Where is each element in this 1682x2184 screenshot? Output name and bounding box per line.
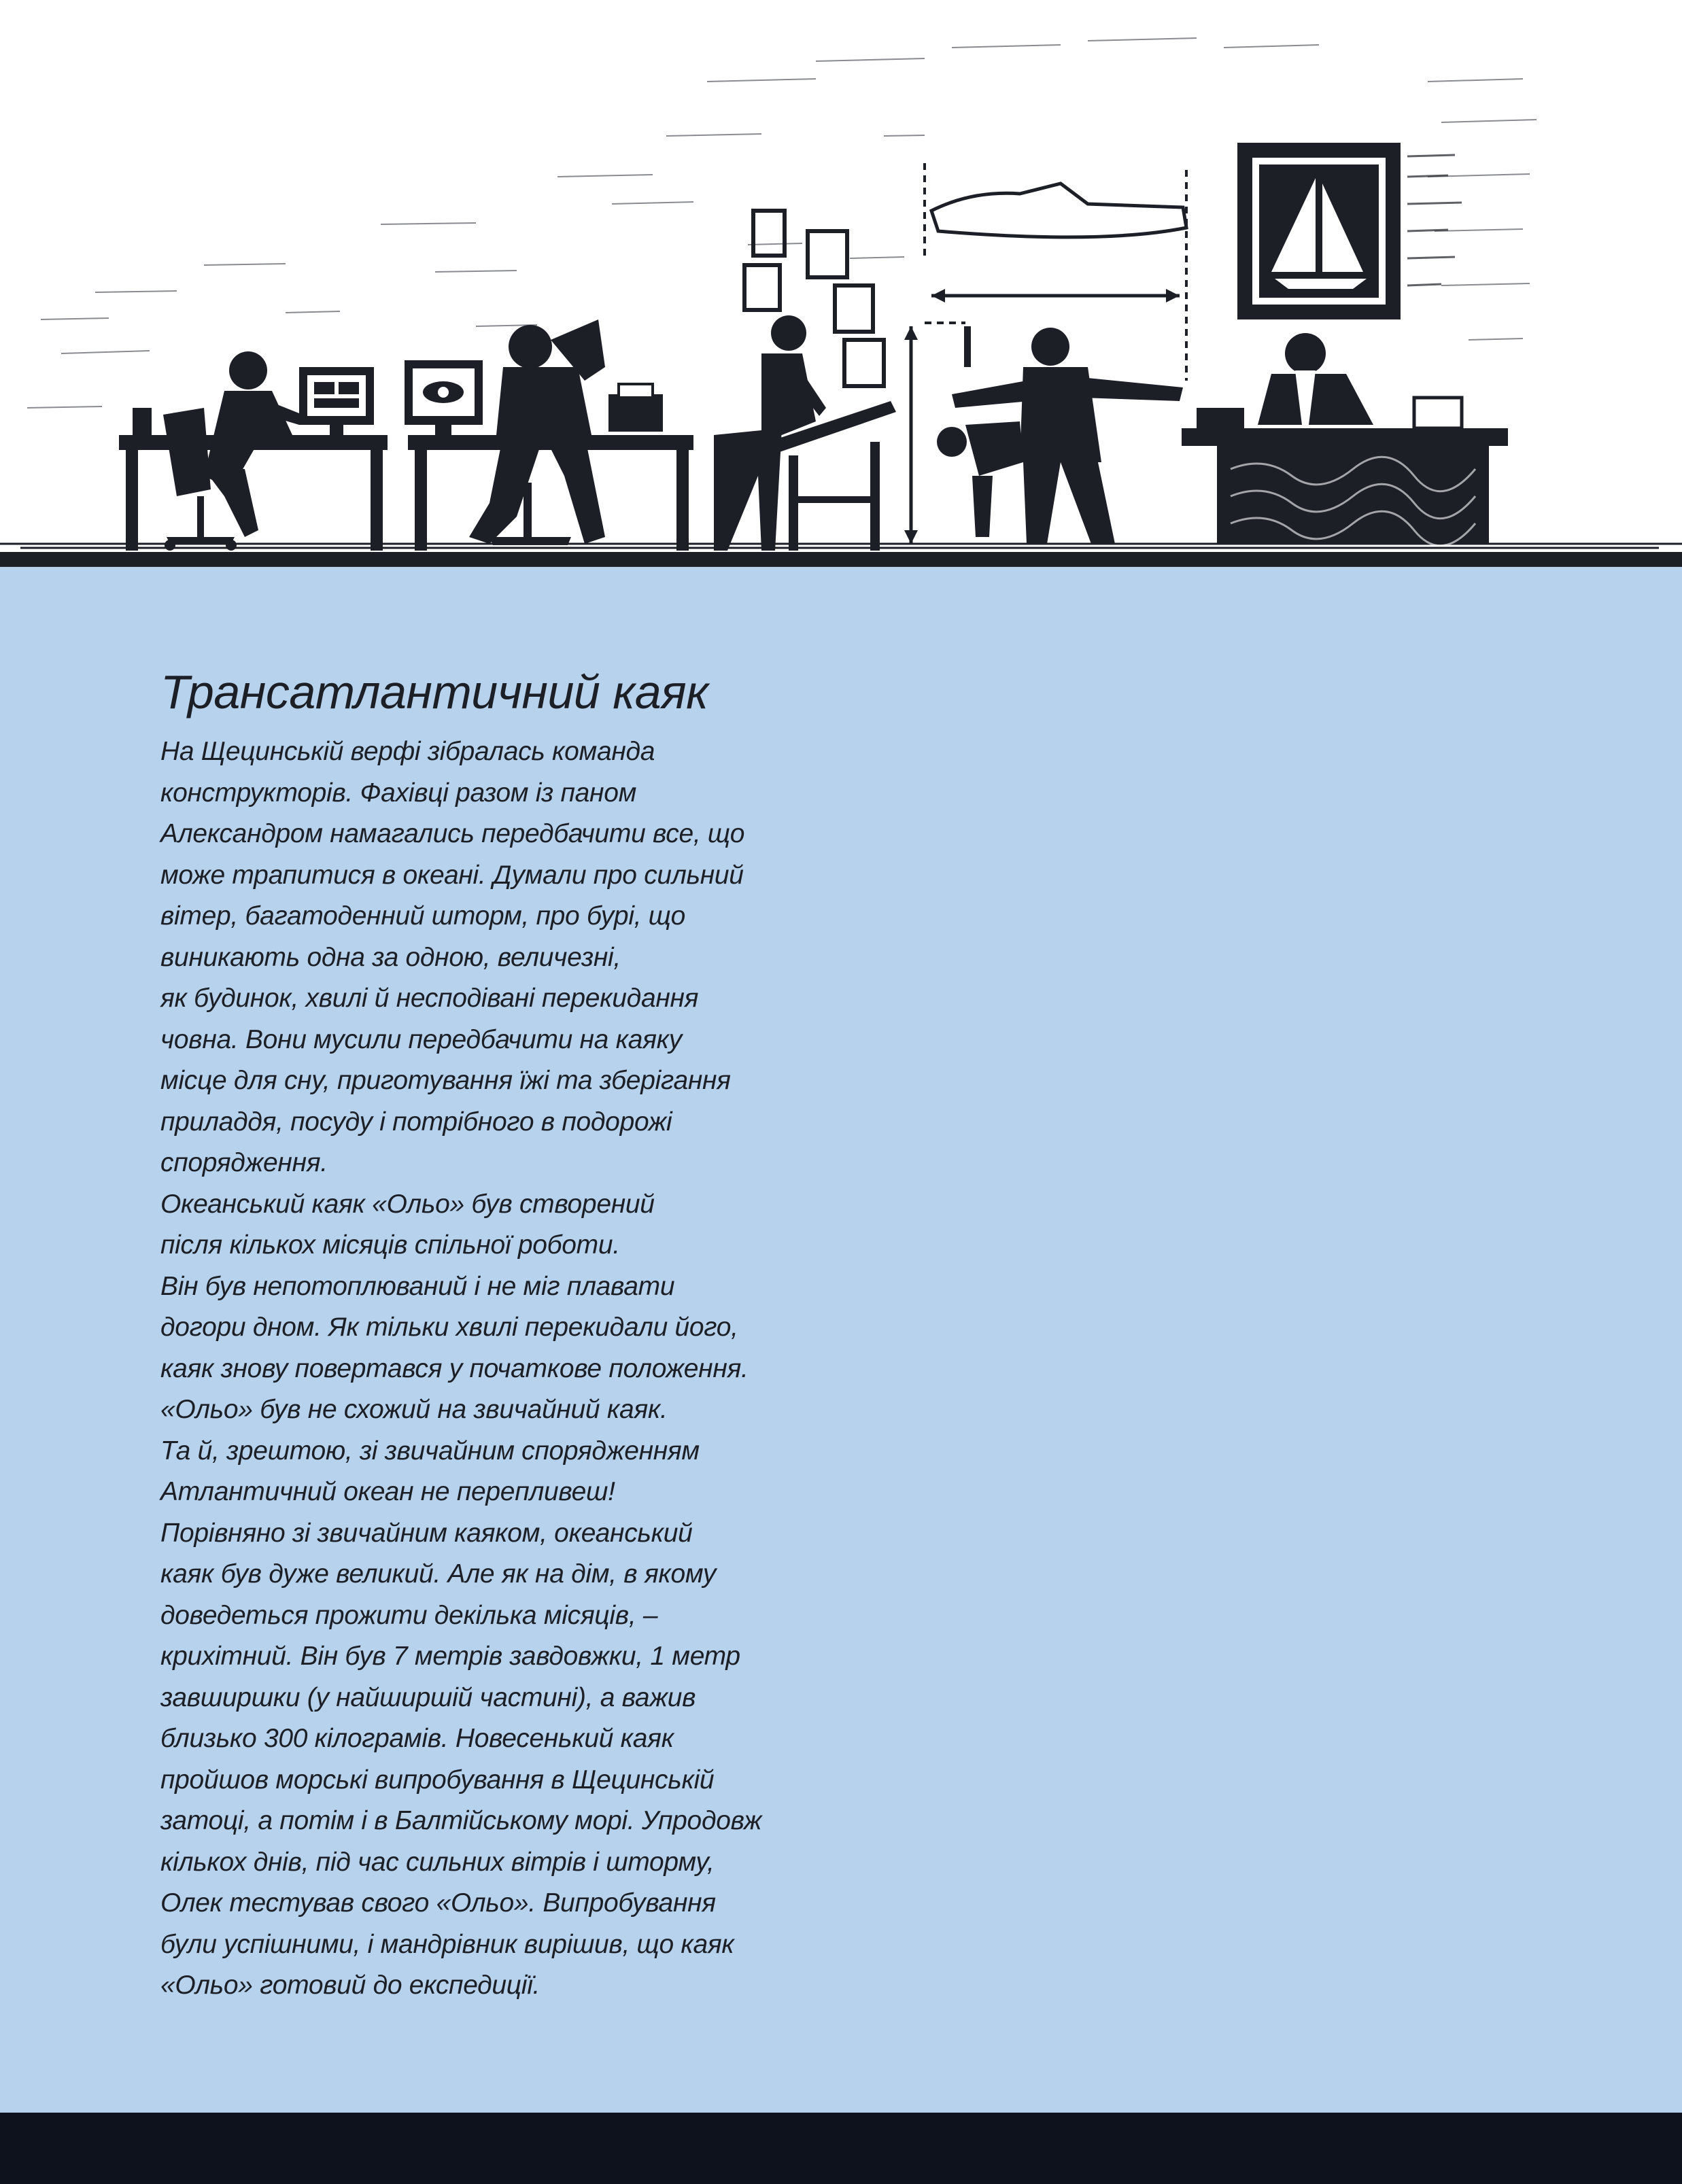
body-line: каяк був дуже великий. Але як на дім, в якому	[160, 1559, 717, 1589]
worker-figure-2	[469, 319, 605, 545]
body-line: кількох днів, під час сильних вітрів і шторму,	[160, 1847, 715, 1877]
computer-monitor-icon	[405, 360, 483, 435]
article	[160, 659, 840, 2007]
body-line: Александром намагались передбачити все, що	[160, 819, 745, 848]
body-line: доведеться прожити декілька місяців, –	[160, 1600, 658, 1630]
woodcut-office-illustration	[0, 0, 1682, 568]
body-line: затоці, а потім і в Балтійському морі. Упродовж	[160, 1806, 762, 1835]
body-line: Олек тестував свого «Ольо». Випробування	[160, 1888, 716, 1918]
computer-monitor-icon	[299, 367, 374, 435]
body-line: близько 300 кілограмів. Новесенький каяк	[160, 1724, 674, 1753]
framed-sailboat-icon	[1237, 143, 1462, 319]
body-line: пройшов морські випробування в Щецинській	[160, 1765, 715, 1795]
body-line: «Ольо» готовий до експедиції.	[160, 1971, 540, 2000]
body-line: завширшки (у найширшій частині), а важив	[160, 1682, 696, 1712]
body-line: Океанський каяк «Ольо» був створений	[160, 1189, 655, 1219]
body-line: догори дном. Як тільки хвилі перекидали його,	[160, 1313, 738, 1342]
illustration-svg	[0, 0, 1682, 568]
body-line: як будинок, хвилі й несподівані перекидання	[160, 984, 699, 1013]
body-line: Атлантичний океан не перепливеш!	[160, 1477, 615, 1506]
body-line: Він був непотоплюваний і не міг плавати	[160, 1271, 675, 1301]
desk-icon	[408, 435, 693, 551]
body-line: вітер, багатоденний шторм, про бурі, що	[160, 901, 686, 931]
body-line: місце для сну, приготування їжі та зберігання	[160, 1066, 731, 1095]
body-line: човна. Вони мусили передбачити на каяку	[160, 1024, 682, 1054]
body-line: крихітний. Він був 7 метрів завдовжки, 1 метр	[160, 1642, 740, 1671]
body-line: приладдя, посуду і потрібного в подорожі	[160, 1107, 672, 1137]
printer-icon	[608, 384, 663, 432]
floor-line	[0, 552, 1682, 568]
article-title: Трансатлантичний каяк	[160, 665, 708, 718]
boss-figure	[1258, 333, 1373, 425]
body-line: може трапитися в океані. Думали про сильний	[160, 860, 744, 890]
bottom-band	[0, 2113, 1682, 2184]
body-line: Та й, зрештою, зі звичайним спорядженням	[160, 1436, 700, 1466]
body-line: після кількох місяців спільної роботи.	[160, 1230, 620, 1260]
article-body	[160, 731, 840, 2007]
body-line: виникають одна за одною, величезні,	[160, 942, 621, 972]
body-line: були успішними, і мандрівник вирішив, що каяк	[160, 1929, 734, 1959]
body-line: На Щецинській верфі зібралась команда	[160, 737, 655, 766]
body-line: каяк знову повертався у початкове положення.	[160, 1353, 749, 1383]
body-line: спорядження.	[160, 1148, 328, 1177]
body-line: «Ольо» був не схожий на звичайний каяк.	[160, 1395, 668, 1424]
worker-figure-1	[163, 351, 303, 551]
body-line: Порівняно зі звичайним каяком, океанський	[160, 1518, 693, 1548]
measuring-figures	[937, 326, 1183, 544]
body-line: конструкторів. Фахівці разом із паном	[160, 778, 637, 808]
